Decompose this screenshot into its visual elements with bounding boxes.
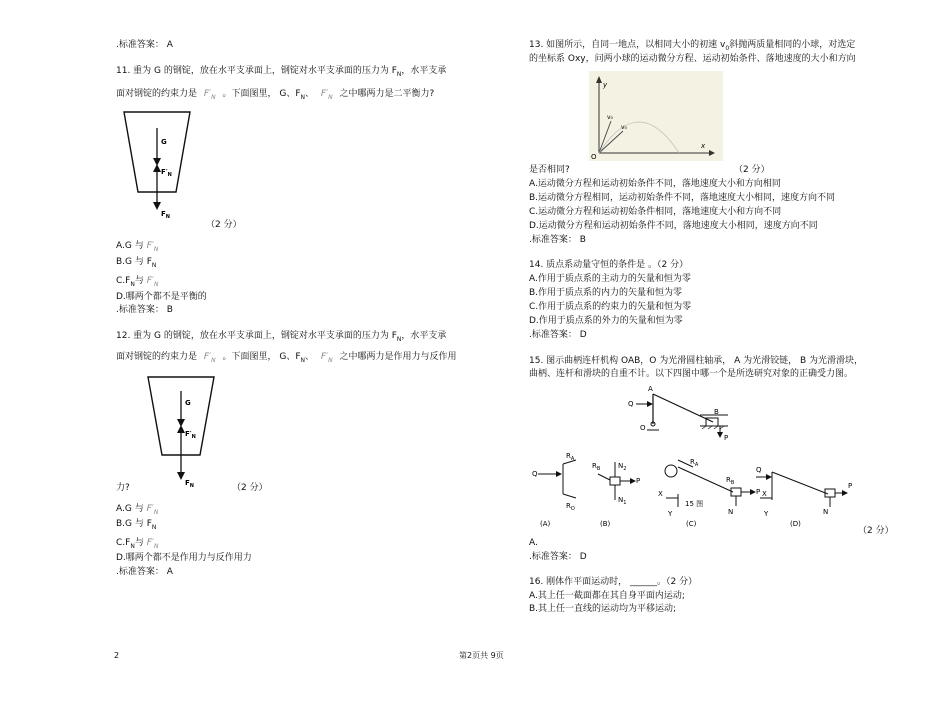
q16-option-a[interactable]: A.其上任一截面都在其自身平面内运动;	[529, 591, 685, 601]
axis-y-label: y	[603, 81, 608, 89]
svg-text:N: N	[728, 508, 734, 516]
svg-text:P: P	[756, 488, 761, 496]
svg-text:RA: $R_A$	[690, 458, 699, 468]
label-fn-prime: $F'_N$	[185, 430, 196, 440]
page-number: 2	[114, 651, 120, 660]
diagram-b	[592, 462, 640, 528]
q12-option-d[interactable]: D.哪两个都不是作用力与反作用力	[116, 553, 252, 563]
q15-answer: .标准答案： D	[529, 552, 587, 562]
origin-label: O	[591, 153, 597, 161]
q16-option-b[interactable]: B.其上任一直线的运动均为平移运动;	[529, 604, 677, 614]
label-fn: $F_N$	[161, 210, 170, 220]
q12-line1: 12. 重为 G 的钢锭，放在水平支承面上，钢锭对水平支承面的压力为 $F_N$，水平支承	[116, 331, 447, 343]
q11-option-a[interactable]: A.G 与 $F'_N$	[116, 241, 159, 253]
q14-option-c[interactable]: C.作用于质点系的约束力的矢量和恒为零	[529, 302, 692, 312]
q15-option-a[interactable]: A.	[529, 538, 538, 548]
label-q: Q	[628, 400, 634, 408]
svg-text:P: P	[848, 482, 853, 490]
q11-line2: 面对钢锭的约束力是 $F'_N$ 。下面图里， G、$F_N$、 $F'_N$ 之中哪两力是二平衡力?	[116, 89, 435, 101]
v0-label-b: v₀	[621, 124, 627, 131]
q13-line2: 的坐标系 Oxy，问两小球的运动微分方程、运动初始条件、落地速度的大小和方向	[529, 54, 856, 64]
fn-prime-symbol: $F'_N$	[320, 89, 333, 101]
diagram-c	[658, 458, 760, 528]
q13-line1: 13. 如图所示，自同一地点，以相同大小的初速 $v_0$斜抛两质量相同的小球，对选定	[529, 40, 856, 52]
q14-line1: 14. 质点系动量守恒的条件是 。（2 分）	[529, 260, 689, 270]
svg-text:Q: Q	[756, 466, 762, 474]
axis-x-label: x	[701, 142, 706, 150]
q11-score: （2 分）	[206, 220, 242, 230]
svg-text:X: X	[658, 490, 663, 498]
svg-text:(A): (A)	[540, 520, 551, 528]
svg-text:RA: $R_A$	[566, 452, 575, 462]
q13-option-b[interactable]: B.运动微分方程相同，运动初始条件不同，落地速度大小相同，速度方向不同	[529, 193, 836, 203]
q14-option-b[interactable]: B.作用于质点系的内力的矢量和恒为零	[529, 288, 683, 298]
svg-text:Q: Q	[532, 470, 538, 478]
q13-trajectory-figure	[589, 71, 723, 161]
svg-text:N1: $N_1$	[618, 496, 627, 506]
q14-option-a[interactable]: A.作用于质点系的主动力的矢量和恒为零	[529, 274, 691, 284]
label-o: O	[640, 424, 646, 432]
diagram-a	[532, 452, 576, 528]
q12-answer: .标准答案： A	[116, 567, 173, 577]
label-a: A	[648, 385, 653, 393]
svg-text:RB: $R_B$	[592, 462, 601, 472]
label-g: G	[161, 138, 167, 146]
q12-score: （2 分）	[232, 483, 268, 493]
q15-line2: 曲柄、连杆和滑块的自重不计。以下四图中哪一个是所选研究对象的正确受力图。	[529, 369, 854, 379]
q13-answer: .标准答案： B	[529, 235, 586, 245]
svg-text:P: P	[636, 477, 641, 485]
svg-text:RB: $R_B$	[726, 476, 735, 486]
diagram-d	[756, 466, 852, 528]
svg-text:Y: Y	[668, 510, 673, 518]
fn-prime-symbol: $F'_N$	[203, 352, 216, 364]
svg-text:(B): (B)	[600, 520, 611, 528]
svg-text:N: N	[823, 508, 829, 516]
svg-text:RO: $R_O$	[566, 502, 575, 512]
q11-line1: 11. 重为 G 的钢锭，放在水平支承面上，钢锭对水平支承面的压力为 $F_N$，水平支承	[116, 66, 447, 78]
svg-text:N2: $N_2$	[618, 462, 627, 472]
q11-answer: .标准答案： B	[116, 305, 173, 315]
q12-option-c[interactable]: $C.F_N$与 $F'_N$	[116, 538, 159, 550]
q15-score: （2 分）	[858, 526, 894, 536]
label-fn-prime: $F'_N$	[161, 168, 172, 178]
q13-option-c[interactable]: C.运动微分方程和运动初始条件相同，落地速度大小和方向不同	[529, 207, 782, 217]
q13-option-a[interactable]: A.运动微分方程和运动初始条件不同，落地速度大小和方向相同	[529, 179, 781, 189]
q11-option-c[interactable]: $C.F_N$与 $F'_N$	[116, 276, 159, 288]
q13-option-d[interactable]: D.运动微分方程和运动初始条件不同，落地速度大小相同，速度方向不同	[529, 221, 818, 231]
label-b: B	[714, 408, 719, 416]
q13-line3: 是否相同?	[529, 165, 570, 175]
q15-mechanism-figure	[528, 382, 868, 532]
q12-ingot-figure	[142, 373, 222, 489]
q12-option-a[interactable]: A.G 与 $F'_N$	[116, 504, 159, 516]
label-fn: $F_N$	[185, 479, 194, 489]
fn-prime-symbol: $F'_N$	[203, 89, 216, 101]
svg-text:15 图: 15 图	[685, 500, 704, 508]
label-p: P	[724, 434, 729, 442]
q12-option-b[interactable]: B.G 与 $F_N$	[116, 519, 157, 531]
label-g: G	[185, 399, 191, 407]
q16-line1: 16. 刚体作平面运动时， ______。（2 分）	[529, 577, 698, 587]
page-center-label: 第2页共 9页	[459, 651, 504, 660]
svg-text:X: X	[762, 490, 767, 498]
answer-previous: .标准答案： A	[116, 40, 173, 50]
svg-text:Y: Y	[764, 510, 769, 518]
q11-option-d[interactable]: D.哪两个都不是平衡的	[116, 292, 207, 302]
q11-option-b[interactable]: B.G 与 $F_N$	[116, 257, 157, 269]
svg-text:(C): (C)	[686, 520, 697, 528]
q12-line3: 力?	[116, 483, 130, 493]
q15-line1: 15. 图示曲柄连杆机构 OAB，O 为光滑圆柱轴承， A 为光滑铰链， B 为光滑滑块，	[529, 356, 864, 366]
q11-ingot-figure	[118, 106, 198, 222]
q14-answer: .标准答案： D	[529, 330, 587, 340]
q14-option-d[interactable]: D.作用于质点系的外力的矢量和恒为零	[529, 316, 683, 326]
q13-score: （2 分）	[734, 165, 770, 175]
svg-text:(D): (D)	[790, 520, 801, 528]
fn-prime-symbol: $F'_N$	[320, 352, 333, 364]
q12-line2: 面对钢锭的约束力是 $F'_N$ 。下面图里， G、$F_N$、 $F'_N$ 之中哪两力是作用力与反作用	[116, 352, 457, 364]
v0-label-a: v₀	[607, 114, 613, 121]
